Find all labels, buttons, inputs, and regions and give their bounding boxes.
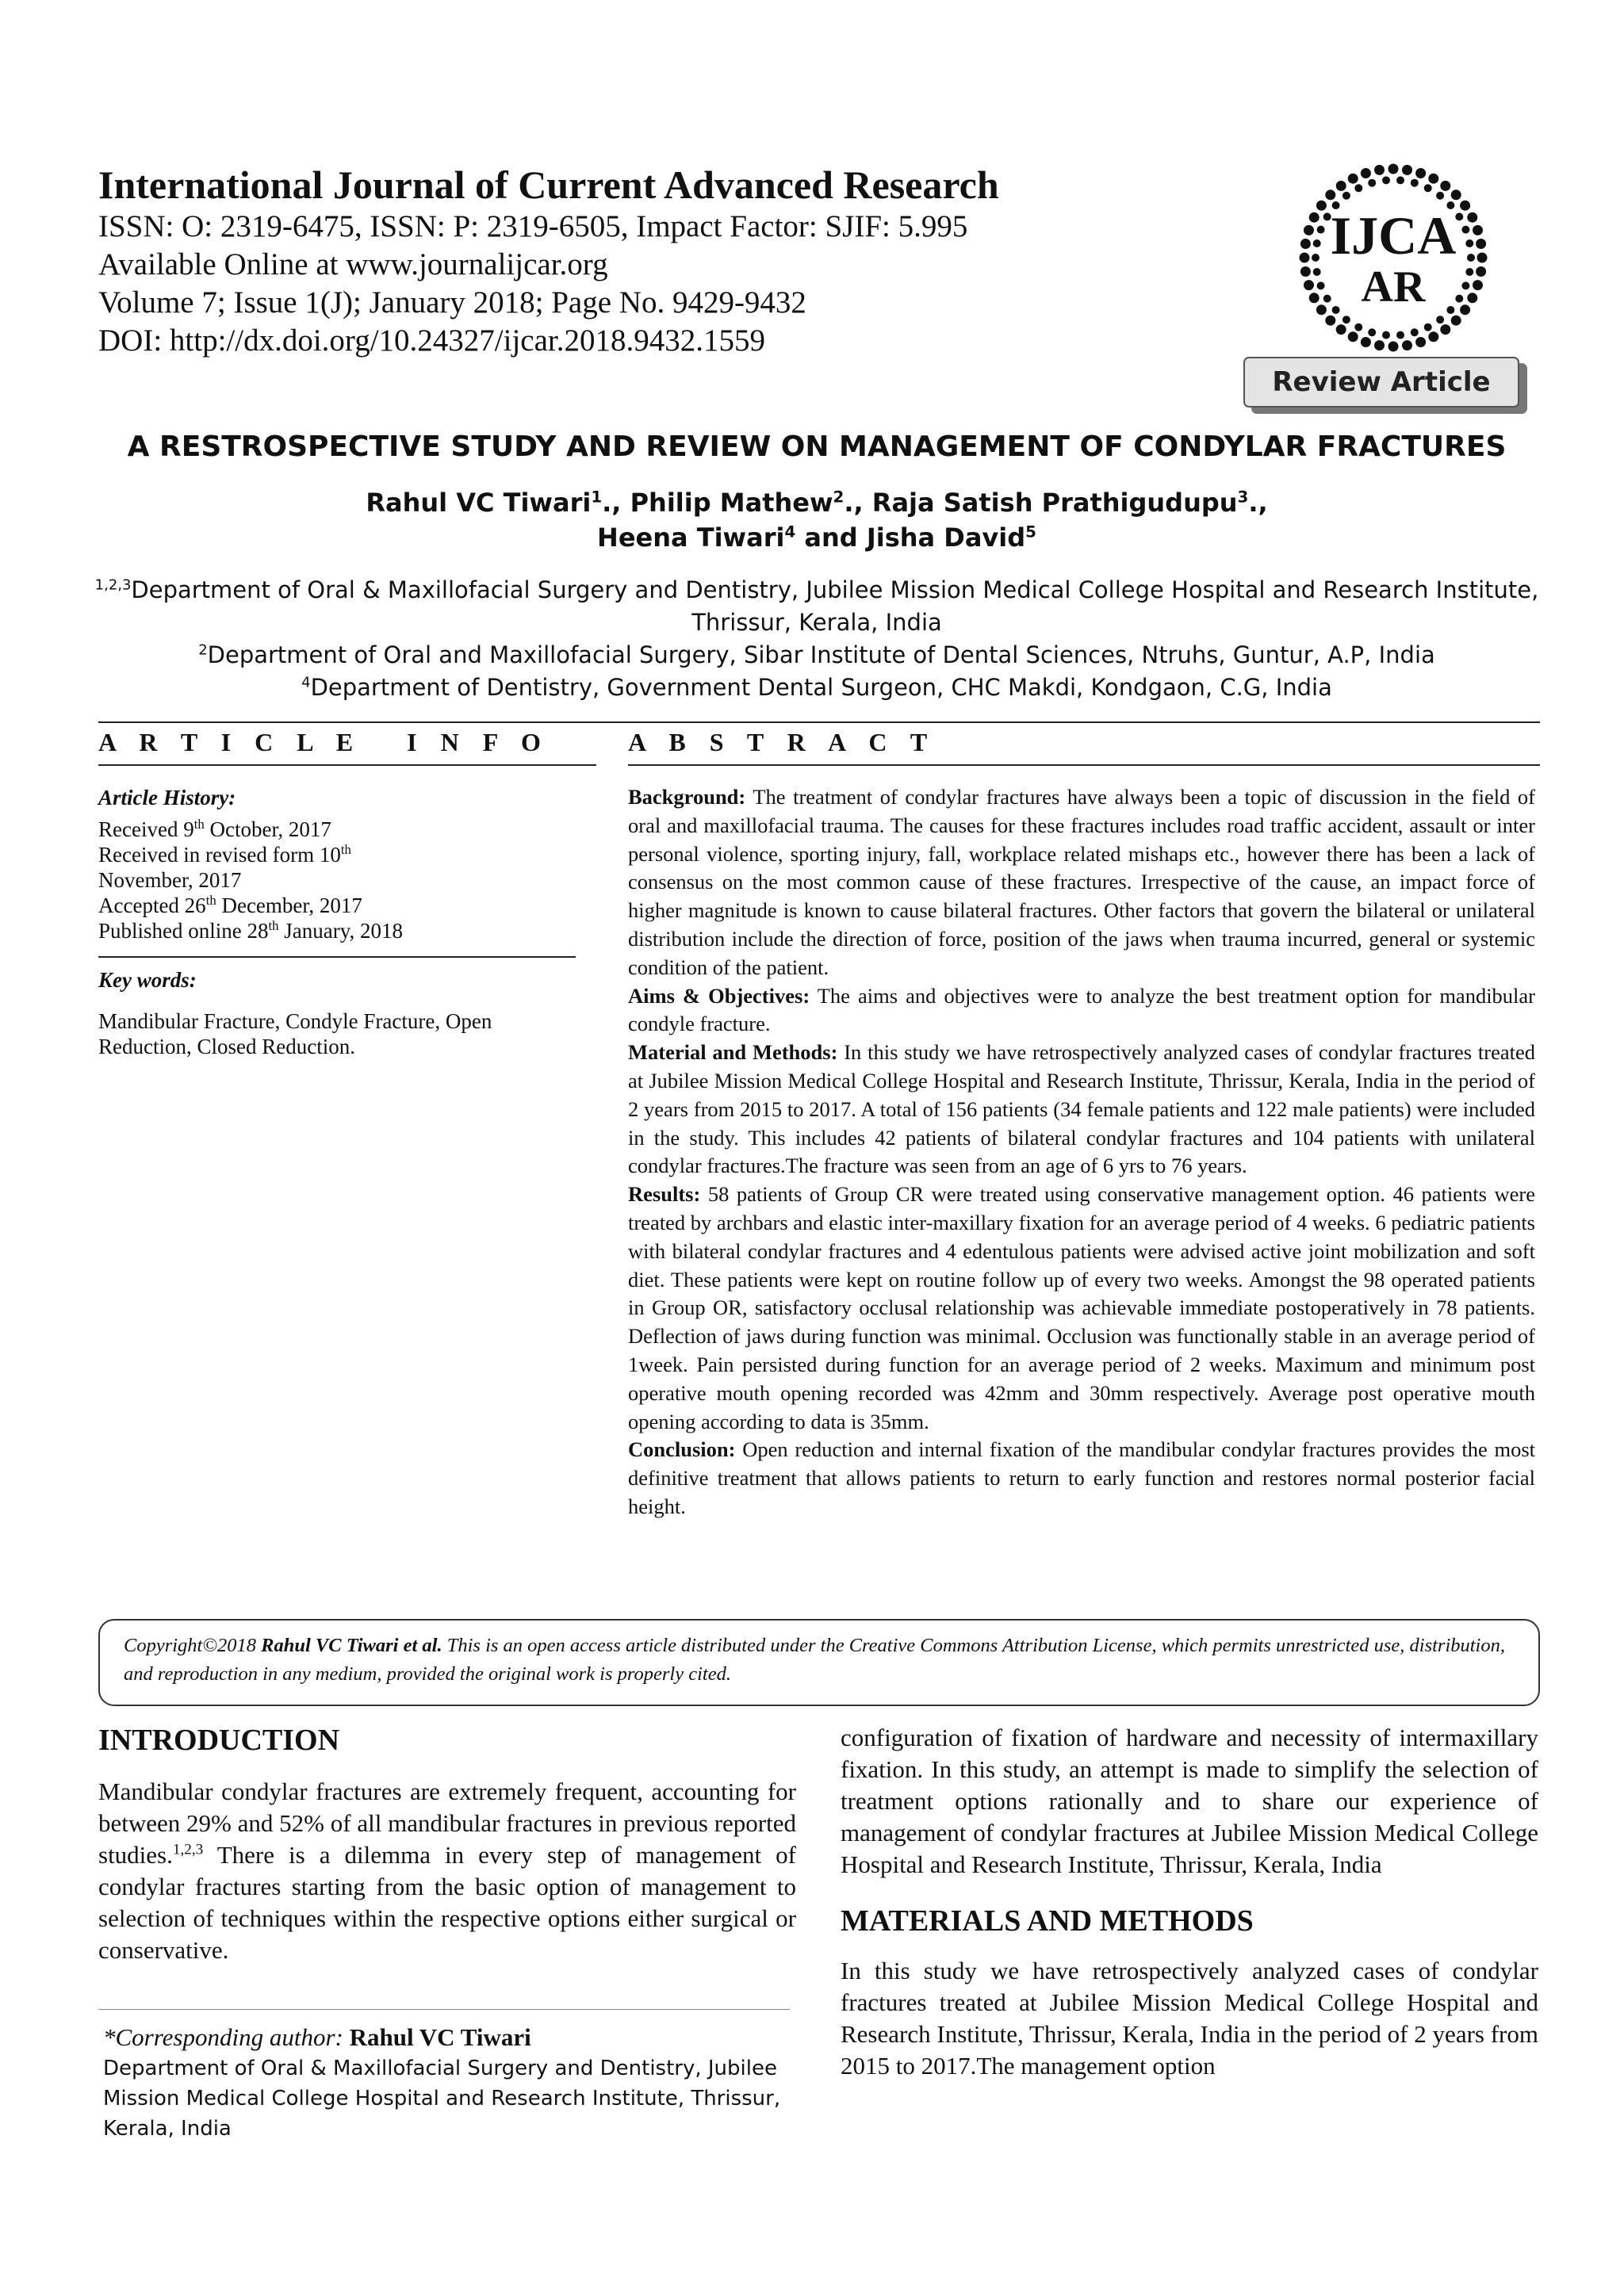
methods-text: In this study we have retrospectively analyzed cases of condylar fractures treated at Jubilee Mission Medical College Hospital and Research Institute, Thrissur, Kerala, India in the period of 2 years from 2015 to 2017.The management option	[841, 1957, 1538, 2080]
issn-line: ISSN: O: 2319-6475, ISSN: P: 2319-6505, Impact Factor: SJIF: 5.995	[98, 209, 968, 243]
abstract-methods: Material and Methods: In this study we have retrospectively analyzed cases of condylar fractures treated at Jubilee Mission Medical College Hospital and Research Institute, Thrissur, Kerala, India in the period of 2 years from 2015 to 2017. A total of 156 patients (34 female patients and 122 male patients) were included in the study. This includes 42 patients of bilateral condylar fractures and 104 patients with unilateral condylar fractures.The fracture was seen from an age of 6 yrs to 76 years.	[628, 1040, 1535, 1178]
copyright-notice	[98, 1619, 1540, 1706]
logo-dot	[1396, 176, 1404, 184]
doi-line: DOI: http://dx.doi.org/10.24327/ijcar.2018.9432.1559	[98, 323, 765, 358]
introduction-text: Mandibular condylar fractures are extremely frequent, accounting for between 29% and 52% of all mandibular fractures in previous reported studies.$^{1,2,3}$ There is a dilemma in every step of management of condylar fractures starting from the basic option of management to selection of techniques within the respective options either surgical or conservative.	[98, 1777, 796, 1964]
author-sep: .,	[844, 488, 872, 518]
affiliations	[63, 574, 1570, 704]
affiliation	[63, 574, 1570, 639]
info-rule	[98, 764, 596, 766]
volume-line: Volume 7; Issue 1(J); January 2018; Page No. 9429-9432	[98, 285, 806, 320]
methods-heading: MATERIALS AND METHODS	[841, 1904, 1254, 1938]
logo-dot	[1436, 192, 1444, 200]
logo-dot	[1300, 239, 1311, 249]
author-sep: and	[795, 522, 867, 553]
logo-dot	[1354, 184, 1362, 192]
logo-dot	[1446, 306, 1454, 314]
logo-dot	[1411, 179, 1419, 187]
logo-dot	[1411, 328, 1419, 336]
affiliation	[63, 672, 1570, 704]
logo-text-top: IJCA	[1330, 205, 1457, 266]
logo-dot	[1325, 189, 1335, 200]
affiliation-sup: 4	[301, 674, 311, 691]
article-history-label: Article History:	[98, 786, 236, 809]
logo-dot	[1313, 268, 1321, 276]
logo-dot	[1402, 340, 1412, 350]
logo-dot	[1309, 212, 1320, 223]
logo-dot	[1465, 239, 1473, 247]
logo-dot	[1300, 266, 1311, 277]
article-info	[98, 785, 574, 1059]
logo-dot	[1415, 168, 1426, 178]
logo-dot	[1304, 225, 1314, 235]
logo-dot	[1336, 324, 1346, 335]
logo-dot	[1465, 268, 1473, 276]
keywords-label: Key words:	[98, 968, 197, 992]
logo-dot	[1440, 181, 1450, 191]
corresponding-author	[103, 2022, 801, 2144]
affiliation	[63, 639, 1570, 672]
logo-dot	[1361, 337, 1371, 347]
logo-dot	[1325, 316, 1335, 326]
affiliation-sup: 2	[198, 641, 208, 659]
abstract-results: Results: 58 patients of Group CR were treated using conservative management option. 46 patients were treated by archbars and elastic inter-maxillary fixation for an average period of 4 weeks. 6 pediatric patients with bilateral condylar fractures and 4 edentulous patients were advised active joint mobilization and soft diet. These patients were kept on routine follow up of every two weeks. Amongst the 98 operated patients in Group OR, satisfactory occlusal relationship was achievable immediate postoperatively in 78 patients. Deflection of jaws during function was minimal. Occlusion was functionally stable in an average period of 1week. Pain persisted during function for an average period of 2 weeks. Maximum and minimum post operative mouth opening recorded was 42mm and 30mm respectively. Average post operative mouth opening according to data is 35mm.	[628, 1182, 1535, 1433]
logo-dot	[1312, 254, 1320, 262]
logo-dot	[1374, 340, 1385, 350]
header-rule	[98, 721, 1540, 723]
abstract-label: A B S T R A C T	[628, 728, 936, 756]
author-list	[48, 485, 1586, 555]
affiliation-text: Department of Dentistry, Government Dental Surgeon, CHC Makdi, Kondgaon, C.G, India	[310, 674, 1332, 701]
journal-logo	[1294, 159, 1492, 357]
introduction-section	[98, 1722, 796, 1966]
logo-dot	[1451, 316, 1461, 326]
logo-dot	[1304, 280, 1314, 290]
logo-dot	[1361, 168, 1371, 178]
logo-dot	[1424, 323, 1432, 331]
journal-logo-graphic	[1294, 159, 1492, 357]
logo-dot	[1473, 225, 1483, 235]
article-info-label: A R T I C L E I N F O	[98, 728, 550, 756]
logo-dot	[1396, 331, 1404, 339]
logo-dot	[1342, 316, 1350, 323]
logo-dot	[1374, 165, 1385, 175]
badge-label: Review Article	[1243, 357, 1519, 408]
logo-dot	[1323, 295, 1331, 303]
journal-header	[98, 162, 1208, 360]
revised-date: Received in revised form 10th November, 2017	[98, 842, 351, 892]
author-name: Jisha David	[866, 522, 1026, 553]
availability-line: Available Online at www.journalijcar.org	[98, 247, 608, 281]
logo-dot	[1342, 192, 1350, 200]
logo-dot	[1440, 324, 1450, 335]
review-article-badge	[1243, 357, 1527, 414]
logo-dot	[1348, 174, 1358, 184]
corresponding-label: *Corresponding author:	[103, 2023, 350, 2051]
author-name: Raja Satish Prathigudupu	[871, 488, 1238, 518]
author-line-2	[48, 520, 1586, 555]
abstract-background: Background: The treatment of condylar fractures have always been a topic of discussion in the field of oral and maxillofacial trauma. The causes for these fractures includes road traffic accident, assault or inter personal violence, sporting injury, fall, workplace related mishaps etc., however there has been a lack of consensus on the most common cause of these fractures. Irrespective of the cause, an impact force of higher magnitude is known to cause bilateral fractures. Other factors that govern the bilateral or unilateral distribution include the direction of force, position of the jaws when trauma incurred, general or systemic condition of the patient.	[628, 785, 1535, 979]
logo-dot	[1388, 164, 1399, 174]
logo-dot	[1476, 266, 1486, 277]
logo-dot	[1428, 331, 1438, 342]
author-sup: 3	[1237, 488, 1249, 507]
corresponding-name: Rahul VC Tiwari	[349, 2023, 531, 2051]
affiliation-text: Department of Oral & Maxillofacial Surgery and Dentistry, Jubilee Mission Medical College Hospital and Research Institute, Thrissur, Kerala, India	[131, 576, 1539, 636]
author-sep: .,	[602, 488, 630, 518]
logo-dot	[1300, 253, 1310, 263]
logo-dot	[1382, 331, 1390, 339]
article-title: A RESTROSPECTIVE STUDY AND REVIEW ON MANAGEMENT OF CONDYLAR FRACTURES	[127, 430, 1507, 463]
logo-dot	[1424, 184, 1432, 192]
logo-dot	[1460, 304, 1470, 315]
abstract-aims: Aims & Objectives: The aims and objectives were to analyze the best treatment option for mandibular condyle fracture.	[628, 983, 1536, 1036]
logo-dot	[1476, 239, 1486, 249]
received-date: Received 9th October, 2017	[98, 817, 331, 841]
logo-dot	[1467, 254, 1475, 262]
author-sup: 5	[1025, 522, 1036, 541]
author-name: Rahul VC Tiwari	[366, 488, 592, 518]
logo-dot	[1368, 328, 1376, 336]
corresponding-author-line	[103, 2022, 801, 2053]
published-date: Published online 28th January, 2018	[98, 918, 403, 943]
logo-dot	[1316, 304, 1327, 315]
logo-dot	[1382, 176, 1390, 184]
logo-dot	[1402, 165, 1412, 175]
logo-dot	[1313, 239, 1321, 247]
info-divider	[98, 956, 576, 958]
logo-text-bottom: AR	[1361, 262, 1426, 312]
logo-dot	[1415, 337, 1426, 347]
logo-dot	[1336, 181, 1346, 191]
corresponding-affiliation: Department of Oral & Maxillofacial Surgery and Dentistry, Jubilee Mission Medical College Hospital and Research Institute, Thrissur, Kerala, India	[103, 2057, 781, 2141]
logo-dot	[1461, 226, 1469, 234]
abstract	[628, 783, 1535, 1521]
author-sup: 4	[784, 522, 796, 541]
copyright-holder: Rahul VC Tiwari et al.	[261, 1635, 442, 1656]
author-sep: .,	[1248, 488, 1268, 518]
abstract-conclusion: Conclusion: Open reduction and internal fixation of the mandibular condylar fractures provides the most definitive treatment that allows patients to return to early function and restores normal posterior facial height.	[628, 1437, 1535, 1518]
affiliation-text: Department of Oral and Maxillofacial Surgery, Sibar Institute of Dental Sciences, Ntruhs, Guntur, A.P, India	[207, 641, 1435, 668]
logo-dot	[1436, 316, 1444, 323]
author-sup: 1	[591, 488, 603, 507]
logo-dot	[1467, 212, 1477, 223]
logo-dot	[1467, 293, 1477, 303]
author-name: Philip Mathew	[630, 488, 833, 518]
author-name: Heena Tiwari	[597, 522, 785, 553]
logo-dot	[1451, 189, 1461, 200]
logo-dot	[1428, 174, 1438, 184]
logo-dot	[1317, 281, 1325, 289]
author-line-1	[48, 485, 1586, 520]
copyright-text: This is an open access article distributed under the Creative Commons Attribution License, which permits unrestricted use, distribution, and reproduction in any medium, provided the original work is properly cited.	[124, 1635, 1505, 1685]
author-sup: 2	[833, 488, 845, 507]
introduction-continuation: configuration of fixation of hardware and necessity of intermaxillary fixation. In this study, an attempt is made to simplify the selection of treatment options rationally and to share our experience of management of condylar fractures at Jubilee Mission Medical College Hospital and Research Institute, Thrissur, Kerala, India	[841, 1724, 1538, 1878]
footnote-rule	[98, 2009, 790, 2010]
logo-dot	[1368, 179, 1376, 187]
logo-dot	[1348, 331, 1358, 342]
logo-dot	[1460, 201, 1470, 211]
right-column	[841, 1722, 1538, 2082]
logo-dot	[1455, 295, 1463, 303]
logo-dot	[1316, 201, 1327, 211]
logo-dot	[1477, 253, 1488, 263]
introduction-heading: INTRODUCTION	[98, 1724, 340, 1757]
logo-dot	[1388, 342, 1399, 352]
logo-dot	[1317, 226, 1325, 234]
abstract-rule	[628, 764, 1540, 766]
journal-title: International Journal of Current Advanced Research	[98, 163, 999, 207]
copyright-prefix: Copyright©2018	[124, 1635, 262, 1656]
logo-dot	[1332, 306, 1340, 314]
logo-dot	[1309, 293, 1320, 303]
keywords: Mandibular Fracture, Condyle Fracture, Open Reduction, Closed Reduction.	[98, 1009, 492, 1058]
accepted-date: Accepted 26th December, 2017	[98, 893, 362, 917]
logo-dot	[1354, 323, 1362, 331]
logo-dot	[1473, 280, 1483, 290]
affiliation-sup: 1,2,3	[94, 576, 132, 594]
logo-dot	[1455, 212, 1463, 220]
logo-dot	[1461, 281, 1469, 289]
